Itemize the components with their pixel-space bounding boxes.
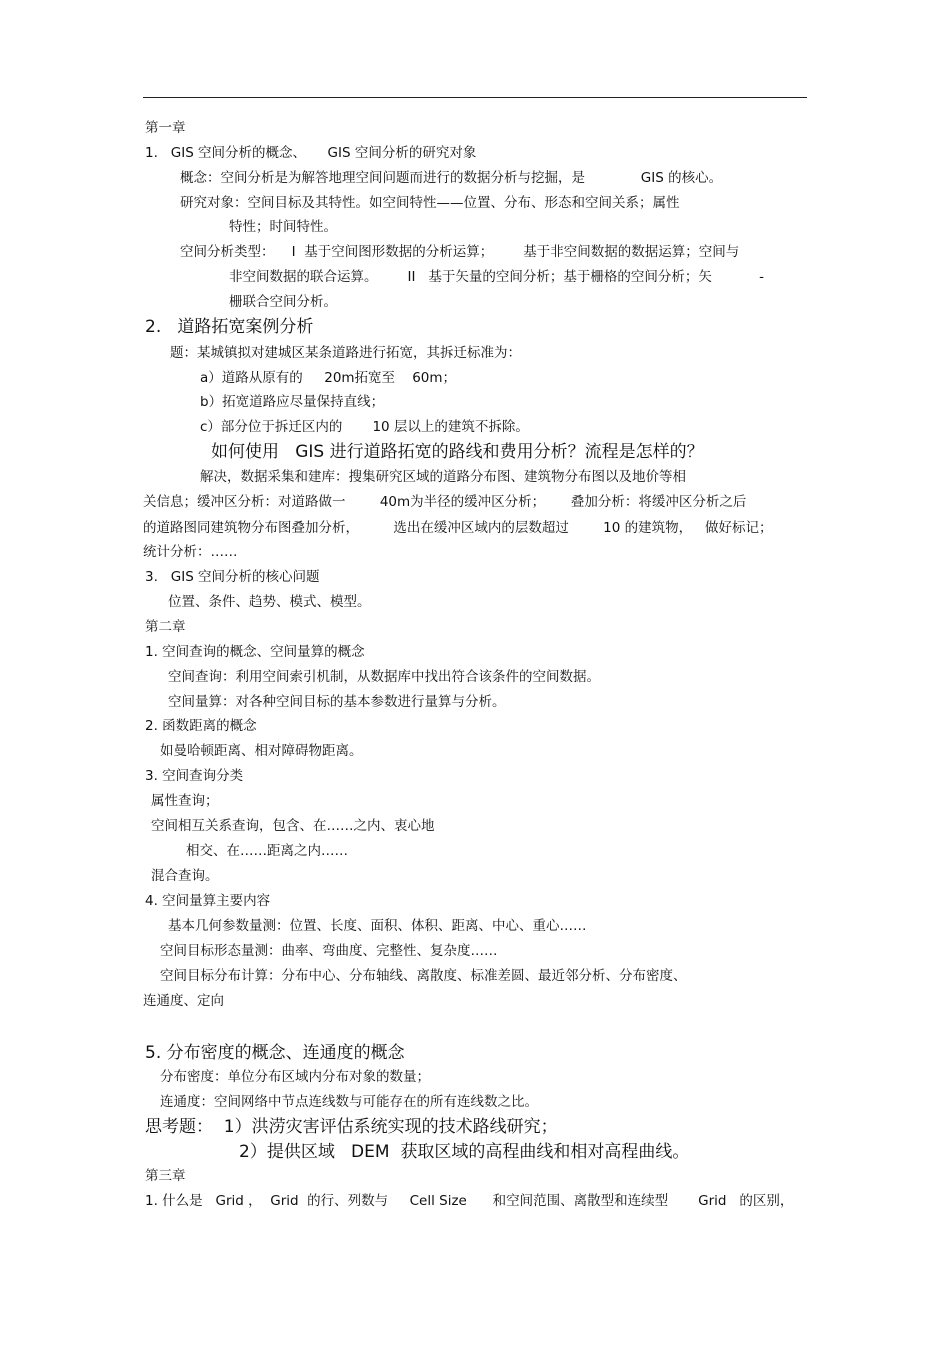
- ch2-q3-mixed: 混合查询。: [151, 868, 219, 884]
- ch2-q4-distribution-line1: 空间目标分布计算：分布中心、分布轴线、离散度、标准差圆、最近邻分析、分布密度、: [160, 968, 687, 984]
- chapter-3-title: 第三章: [145, 1168, 186, 1184]
- ch1-q1-heading: 1. GIS 空间分析的概念、 GIS 空间分析的研究对象: [145, 145, 477, 161]
- ch1-q2-question: 如何使用 GIS 进行道路拓宽的路线和费用分析？流程是怎样的？: [211, 442, 704, 462]
- header-rule: [143, 97, 807, 98]
- ch2-q2-answer: 如曼哈顿距离、相对障碍物距离。: [160, 743, 363, 759]
- ch2-q1-measure: 空间量算：对各种空间目标的基本参数进行量算与分析。: [168, 694, 506, 710]
- ch1-q2-item-c: c）部分位于拆迁区内的 10 层以上的建筑不拆除。: [200, 419, 529, 435]
- ch2-q5-connectivity: 连通度：空间网络中节点连线数与可能存在的所有连线数之比。: [160, 1094, 538, 1110]
- ch1-q2-answer-line1: 解决，数据采集和建库：搜集研究区域的道路分布图、建筑物分布图以及地价等相: [200, 469, 686, 485]
- ch1-q3-heading: 3. GIS 空间分析的核心问题: [145, 569, 320, 585]
- ch1-q1-types-line3: 栅联合空间分析。: [229, 294, 337, 310]
- ch1-q2-answer-line2: 关信息；缓冲区分析：对道路做一 40m为半径的缓冲区分析； 叠加分析：将缓冲区分析之后: [143, 494, 747, 510]
- ch2-q2-heading: 2. 函数距离的概念: [145, 718, 257, 734]
- ch2-q4-distribution-line2: 连通度、定向: [143, 993, 224, 1009]
- ch1-q2-problem: 题：某城镇拟对建城区某条道路进行拓宽，其拆迁标准为：: [170, 345, 521, 361]
- ch2-q1-heading: 1. 空间查询的概念、空间量算的概念: [145, 644, 365, 660]
- ch2-q4-shape: 空间目标形态量测：曲率、弯曲度、完整性、复杂度……: [160, 943, 498, 959]
- ch1-q1-concept: 概念：空间分析是为解答地理空间问题而进行的数据分析与挖掘，是 GIS 的核心。: [180, 170, 723, 186]
- ch2-q4-heading: 4. 空间量算主要内容: [145, 893, 271, 909]
- ch1-q3-answer: 位置、条件、趋势、模式、模型。: [168, 594, 371, 610]
- ch1-q1-object-line2: 特性；时间特性。: [229, 219, 337, 235]
- ch1-q1-object-line1: 研究对象：空间目标及其特性。如空间特性——位置、分布、形态和空间关系；属性: [180, 195, 680, 211]
- ch2-q3-relation-line2: 相交、在……距离之内……: [186, 843, 348, 859]
- ch2-q4-basic: 基本几何参数量测：位置、长度、面积、体积、距离、中心、重心……: [168, 918, 587, 934]
- chapter-1-title: 第一章: [145, 120, 186, 136]
- ch2-q3-heading: 3. 空间查询分类: [145, 768, 244, 784]
- chapter-2-title: 第二章: [145, 619, 186, 635]
- ch2-q3-relation-line1: 空间相互关系查询，包含、在……之内、衷心地: [151, 818, 435, 834]
- ch1-q2-answer-line3: 的道路图同建筑物分布图叠加分析， 选出在缓冲区域内的层数超过 10 的建筑物， 做好标记；: [143, 520, 773, 536]
- ch1-q2-answer-line4: 统计分析：……: [143, 544, 238, 560]
- ch3-q1-heading: 1. 什么是 Grid ， Grid 的行、列数与 Cell Size 和空间范围、离散型和连续型 Grid 的区别，: [145, 1193, 794, 1209]
- ch1-q1-types-line1: 空间分析类型： I 基于空间图形数据的分析运算； 基于非空间数据的数据运算；空间与: [180, 244, 740, 260]
- ch2-q3-attribute: 属性查询；: [151, 793, 219, 809]
- ch2-q1-query: 空间查询：利用空间索引机制，从数据库中找出符合该条件的空间数据。: [168, 669, 600, 685]
- ch2-thinking-line1: 思考题： 1）洪涝灾害评估系统实现的技术路线研究；: [145, 1117, 558, 1137]
- ch2-thinking-line2: 2）提供区域 DEM 获取区域的高程曲线和相对高程曲线。: [239, 1142, 690, 1162]
- ch1-q2-heading: 2. 道路拓宽案例分析: [145, 317, 314, 337]
- ch1-q1-types-line2: 非空间数据的联合运算。 II 基于矢量的空间分析；基于栅格的空间分析；矢 -: [229, 269, 764, 285]
- ch1-q2-item-b: b）拓宽道路应尽量保持直线；: [200, 394, 385, 410]
- ch1-q2-item-a: a）道路从原有的 20m拓宽至 60m；: [200, 370, 457, 386]
- ch2-q5-heading: 5. 分布密度的概念、连通度的概念: [145, 1043, 405, 1063]
- ch2-q5-density: 分布密度：单位分布区域内分布对象的数量；: [160, 1069, 430, 1085]
